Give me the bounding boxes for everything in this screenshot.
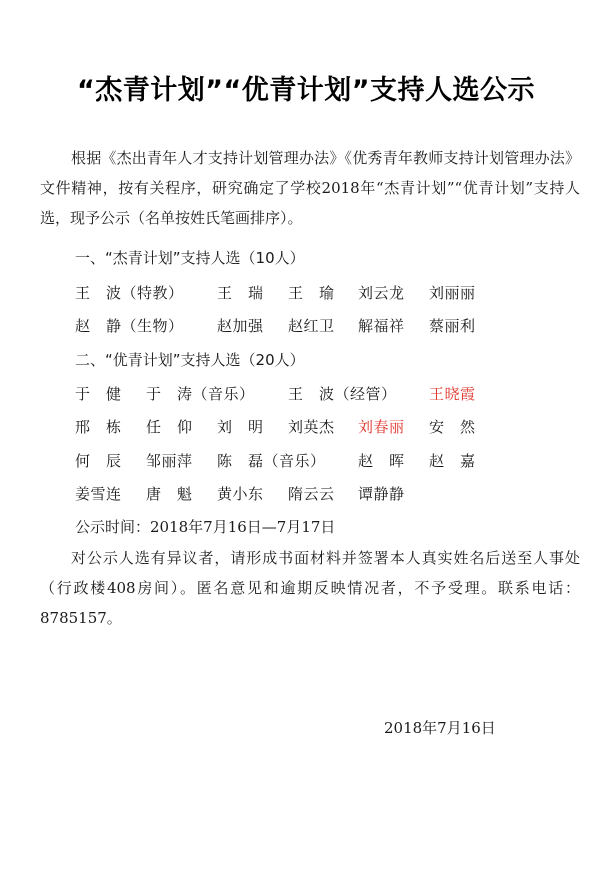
candidate-name: 王 波（经管）	[288, 385, 397, 403]
section1-heading: 一、“杰青计划”支持人选（10人）	[75, 249, 305, 267]
candidate-name: 赵 静（生物）	[75, 317, 184, 335]
candidate-name: 邢 栋	[75, 418, 122, 436]
candidate-name: 于 健	[75, 385, 122, 403]
candidate-name: 陈 磊（音乐）	[217, 452, 326, 470]
candidate-name: 刘云龙	[358, 284, 405, 302]
candidate-name: 黄小东	[217, 485, 264, 503]
page-title: “杰青计划”“优青计划”支持人选公示	[77, 75, 535, 106]
candidate-name: 赵红卫	[288, 317, 335, 335]
objection-paragraph: 对公示人选有异议者，请形成书面材料并签署本人真实姓名后送至人事处（行政楼408房间）。匿名意见和逾期反映情况者，不予受理。联系电话：8785157。	[40, 549, 580, 627]
candidate-name: 刘丽丽	[429, 284, 476, 302]
publicity-period: 公示时间：2018年7月16日—7月17日	[75, 518, 336, 536]
candidate-name: 刘 明	[217, 418, 264, 436]
candidate-name: 于 涛（音乐）	[146, 385, 255, 403]
section2-heading: 二、“优青计划”支持人选（20人）	[75, 351, 305, 369]
candidate-name: 刘英杰	[288, 418, 335, 436]
candidate-name-highlighted: 王晓霞	[429, 385, 476, 403]
intro-paragraph: 根据《杰出青年人才支持计划管理办法》《优秀青年教师支持计划管理办法》文件精神，按有关程序，研究确定了学校2018年“杰青计划”“优青计划”支持人选，现予公示（名单按姓氏笔画排序）。	[40, 149, 580, 227]
candidate-name: 王 瑜	[288, 284, 335, 302]
candidate-name: 安 然	[429, 418, 476, 436]
candidate-name: 何 辰	[75, 452, 122, 470]
candidate-name: 谭静静	[358, 485, 405, 503]
candidate-name: 唐 魁	[146, 485, 193, 503]
candidate-name: 解福祥	[358, 317, 405, 335]
issue-date: 2018年7月16日	[384, 719, 496, 737]
candidate-name-highlighted: 刘春丽	[358, 418, 405, 436]
candidate-name: 姜雪连	[75, 485, 122, 503]
candidate-name: 赵 晖	[358, 452, 405, 470]
candidate-name: 任 仰	[146, 418, 193, 436]
candidate-name: 王 瑞	[217, 284, 264, 302]
candidate-name: 隋云云	[288, 485, 335, 503]
candidate-name: 王 波（特教）	[75, 284, 184, 302]
candidate-name: 赵加强	[217, 317, 264, 335]
candidate-name: 蔡丽利	[429, 317, 476, 335]
candidate-name: 邹丽萍	[146, 452, 193, 470]
candidate-name: 赵 嘉	[429, 452, 476, 470]
